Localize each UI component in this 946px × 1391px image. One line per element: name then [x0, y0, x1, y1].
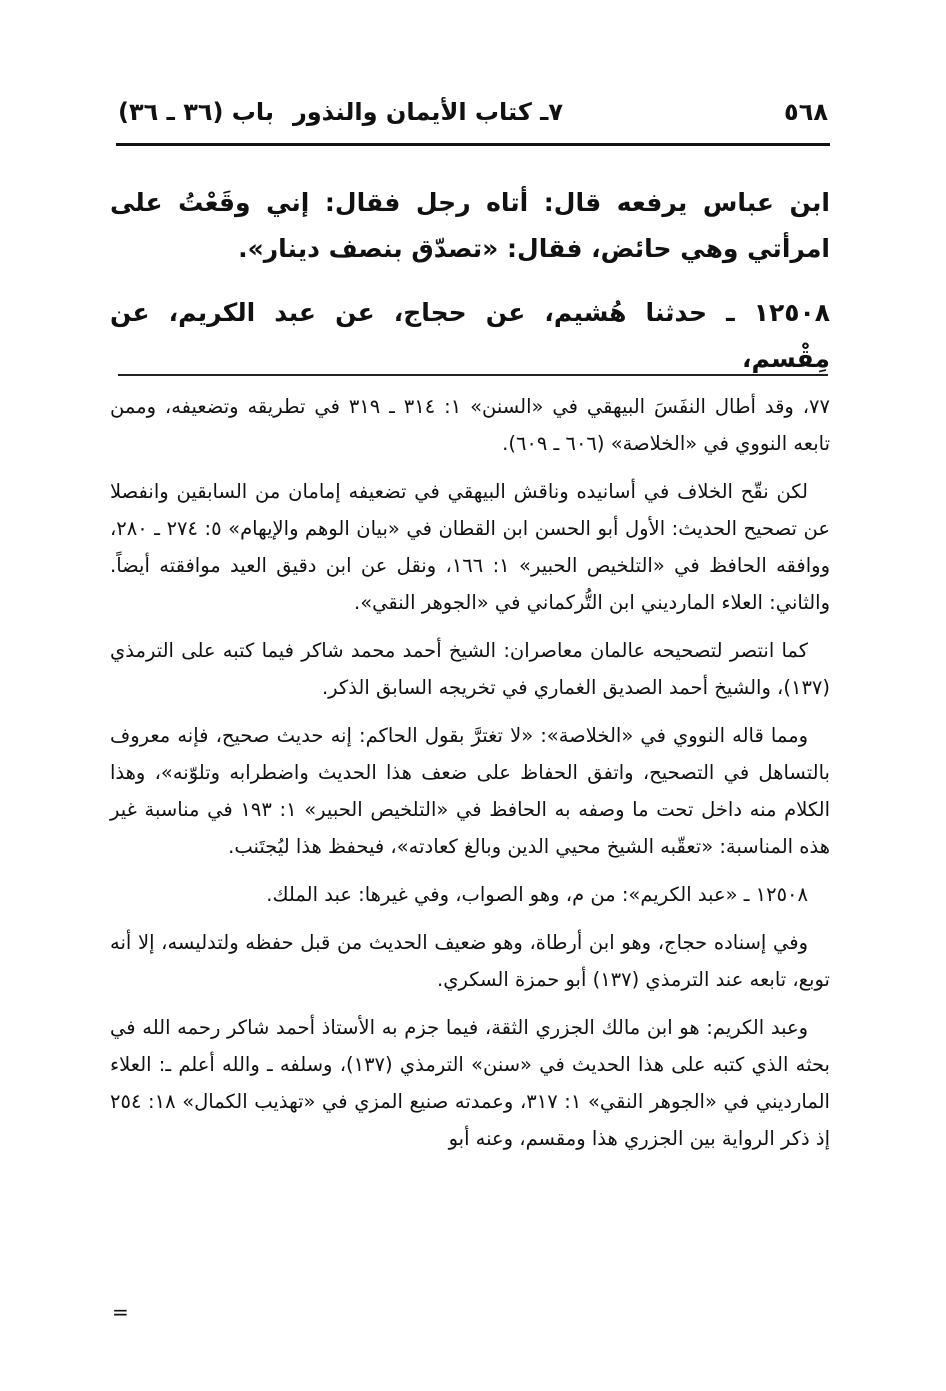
footnote-paragraph: لكن نقّح الخلاف في أسانيده وناقش البيهقي في تضعيفه إمامان من السابقين وانفصلا عن تصحيح الحديث: الأول أبو الحسن ابن القطان في «بيان الوهم والإيهام» ٥: ٢٧٤ ـ ٢٨٠، ووافقه الحافظ في «التلخيص الحبير» ١: ١٦٦، ونقل عن ابن دقيق العيد موافقته أيضاً. والثاني: العلاء المارديني ابن التُّركماني في «الجوهر النقي».: [110, 480, 830, 614]
header-divider: [116, 143, 830, 146]
footnote-paragraph: كما انتصر لتصحيحه عالمان معاصران: الشيخ أحمد محمد شاكر فيما كتبه على الترمذي (١٣٧)، والشيخ أحمد الصديق الغماري في تخريجه السابق الذكر.: [110, 639, 830, 699]
footnote-paragraph: وعبد الكريم: هو ابن مالك الجزري الثقة، فيما جزم به الأستاذ أحمد شاكر رحمه الله في بحثه الذي كتبه على هذا الحديث في «سنن» الترمذي (١٣٧)، وسلفه ـ والله أعلم ـ: العلاء المارديني في «الجوهر النقي» ١: ٣١٧، وعمدته صنيع المزي في «تهذيب الكمال» ١٨: ٢٥٤ إذ ذكر الرواية بين الجزري هذا ومقسم، وعنه أبو: [110, 1016, 830, 1150]
chapter-title: ٧ـ كتاب الأيمان والنذور: [292, 98, 563, 126]
hadith-paragraph: ١٢٥٠٨ ـ حدثنا هُشيم، عن حجاج، عن عبد الكريم، عن مِقْسم،: [110, 298, 830, 373]
page-number: ٥٦٨: [784, 98, 828, 126]
continuation-mark: =: [112, 1300, 129, 1324]
section-title: باب (٣٦ ـ ٣٦): [118, 98, 274, 126]
footnotes: [110, 388, 830, 1168]
footnote-divider: [118, 374, 828, 376]
footnote-paragraph: ٧٧، وقد أطال النفَسَ البيهقي في «السنن» ١: ٣١٤ ـ ٣١٩ في تطريقه وتضعيفه، وممن تابعه النووي في «الخلاصة» (٦٠٦ ـ ٦٠٩).: [110, 395, 830, 455]
page-header: [118, 92, 828, 136]
footnote-paragraph: ١٢٥٠٨ ـ «عبد الكريم»: من م، وهو الصواب، وفي غيرها: عبد الملك.: [266, 883, 808, 906]
main-text: [110, 180, 830, 382]
footnote-paragraph: ومما قاله النووي في «الخلاصة»: «لا تغترَّ بقول الحاكم: إنه حديث صحيح، فإنه معروف بالتساهل في التصحيح، واتفق الحفاظ على ضعف هذا الحديث واضطرابه وتلوّنه»، وهذا الكلام منه داخل تحت ما وصفه به الحافظ في «التلخيص الحبير» ١: ١٩٣ في مناسبة غير هذه المناسبة: «تعقّبه الشيخ محيي الدين وبالغ كعادته»، فيحفظ هذا ليُجتَنب.: [110, 724, 830, 858]
main-paragraph: ابن عباس يرفعه قال: أتاه رجل فقال: إني وقَعْتُ على امرأتي وهي حائض، فقال: «تصدّق بنصف دينار».: [110, 188, 830, 263]
footnote-paragraph: وفي إسناده حجاج، وهو ابن أرطاة، وهو ضعيف الحديث من قبل حفظه ولتدليسه، إلا أنه توبع، تابعه عند الترمذي (١٣٧) أبو حمزة السكري.: [110, 931, 830, 991]
